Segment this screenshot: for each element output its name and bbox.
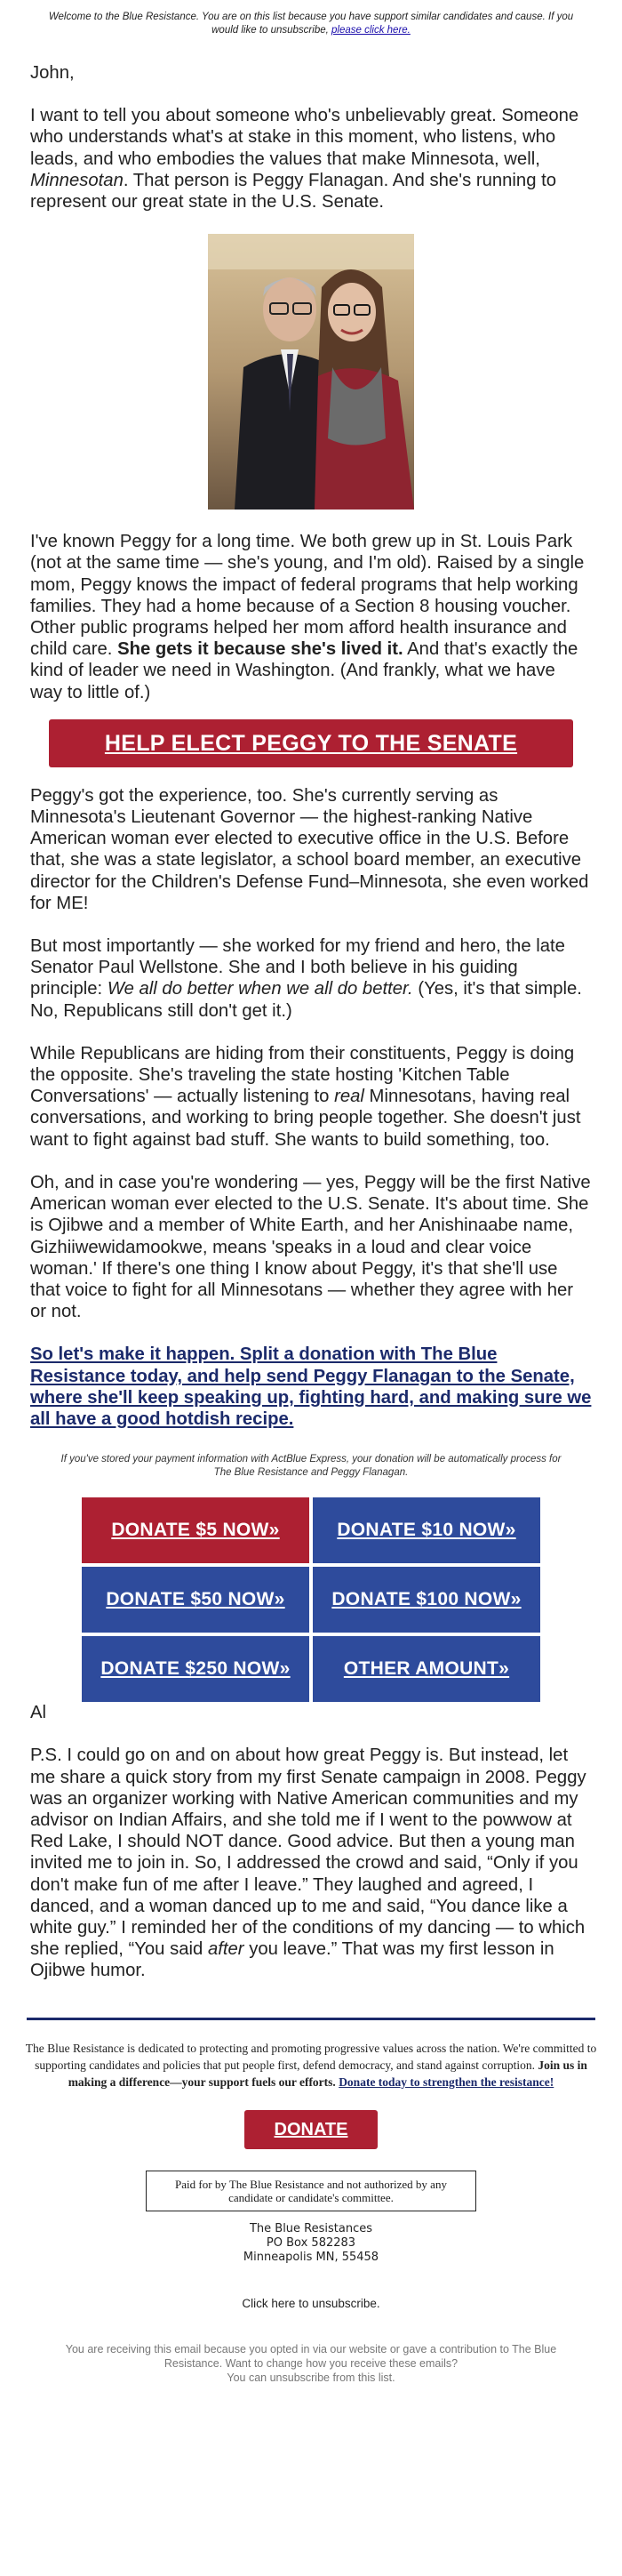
background-text-b: And that's exactly the kind of leader we need in Washington. (And frankly, what we have way to little of.) (30, 639, 578, 702)
letter-closing (0, 1702, 622, 1981)
footer-mission (0, 2020, 622, 2090)
paragraph-kitchen-table (30, 1043, 592, 1151)
mailing-address (0, 2222, 622, 2265)
preheader-text: Welcome to the Blue Resistance. You are on this list because you have support similar candidates and cause. If you would like to unsubscribe, (48, 12, 574, 36)
donate-100-button[interactable]: DONATE $100 NOW» (313, 1567, 540, 1633)
photo-illustration (208, 234, 414, 510)
donate-other-amount-button[interactable]: OTHER AMOUNT» (313, 1636, 540, 1702)
paragraph-experience: Peggy's got the experience, too. She's currently serving as Minnesota's Lieutenant Governor — the highest-ranking Native American woman ever elected to executive office in the U.S. Before that, she was a state legislator, a school board member, an executive director for the Children's Defense Fund–Minnesota, she even worked for ME! (30, 785, 589, 913)
preheader (0, 0, 622, 37)
footer-donate-link[interactable]: Donate today to strengthen the resistance! (339, 2074, 554, 2089)
legal-text: You are receiving this email because you opted in via our website or gave a contribution to The Blue Resistance. Want to change how you receive these emails? (65, 2342, 557, 2370)
paragraph-donate-link (30, 1344, 592, 1430)
donate-10-button[interactable]: DONATE $10 NOW» (313, 1497, 540, 1563)
kitchen-text-b: Minnesotans, having real conversations, and working to bring people together. She doesn't just want to fight against bad stuff. She wants to build something, too. (30, 1087, 581, 1150)
intro-text-b: . That person is Peggy Flanagan. And she's running to represent our great state in the U.S. Senate. (30, 170, 557, 213)
letter-body-2 (0, 785, 622, 1430)
donate-250-button[interactable]: DONATE $250 NOW» (82, 1636, 309, 1702)
intro-text-a: I want to tell you about someone who's unbelievably great. Someone who understands what's at stake in this moment, who listens, who leads, and who embodies the values that make Minnesota, well, (30, 106, 579, 169)
paragraph-intro (30, 105, 592, 213)
legal-unsubscribe-text[interactable]: You can unsubscribe from this list. (227, 2371, 395, 2384)
address-line: Minneapolis MN, 55458 (243, 2250, 379, 2264)
ps-text-b: you leave.” That was my first lesson in Ojibwe humor. (30, 1939, 554, 1981)
wellstone-emphasis: We all do better when we all do better. (107, 979, 413, 999)
footer-donate-button[interactable]: DONATE (244, 2110, 378, 2149)
letter-body (0, 62, 622, 703)
kitchen-text-a: While Republicans are hiding from their constituents, Peggy is doing the opposite. She's traveling the state hosting 'Kitchen Table Conversations' — actually listening to (30, 1043, 575, 1107)
paragraph-wellstone (30, 935, 592, 1022)
greeting: John, (30, 63, 75, 83)
address-line: The Blue Resistances (249, 2221, 373, 2235)
kitchen-emphasis: real (334, 1087, 364, 1107)
background-emphasis: She gets it because she's lived it. (117, 639, 403, 660)
unsubscribe-link[interactable]: Click here to unsubscribe. (242, 2296, 380, 2310)
paragraph-background (30, 531, 592, 703)
postscript (30, 1745, 592, 1981)
mission-text: The Blue Resistance is dedicated to protecting and promoting progressive values across the nation. We're committed to supporting candidates and policies that put people first, defend democracy, and stand against corruption. (25, 2041, 597, 2072)
candidate-photo (208, 234, 414, 510)
wellstone-text-b: (Yes, it's that simple. No, Republicans still don't get it.) (30, 979, 582, 1021)
mission-bold: Join us in making a difference—your support fuels our efforts. (68, 2058, 587, 2089)
unsubscribe-footer (0, 2297, 622, 2310)
unsubscribe-top-link[interactable]: please click here. (331, 25, 411, 36)
signature: Al (30, 1703, 47, 1723)
actblue-note: If you've stored your payment information with ActBlue Express, your donation will be automatically process for The Blue Resistance and Peggy Flanagan. (60, 1454, 562, 1479)
background-text-a: I've known Peggy for a long time. We both grew up in St. Louis Park (not at the same time — she's young, and I'm old). Raised by a single mom, Peggy knows the impact of federal programs that help working families. They had a home because of a Section 8 housing voucher. Other public programs helped her mom afford health insurance and child care. (30, 532, 585, 660)
donate-button-grid (82, 1497, 540, 1702)
donate-50-button[interactable]: DONATE $50 NOW» (82, 1567, 309, 1633)
address-line: PO Box 582283 (266, 2235, 356, 2250)
legal-notice (0, 2342, 622, 2385)
donate-5-button[interactable]: DONATE $5 NOW» (82, 1497, 309, 1563)
wellstone-text-a: But most importantly — she worked for my friend and hero, the late Senator Paul Wellstone. She and I both believe in his guiding principle: (30, 936, 565, 999)
ps-text-a: P.S. I could go on and on about how great Peggy is. But instead, let me share a quick story from my first Senate campaign in 2008. Peggy was an organizer working with Native American communities and my advisor on Indian Affairs, and she told me if I went to the powwow at Red Lake, I should NOT dance. Good advice. But then a young man invited me to join in. So, I addressed the crowd and said, “Only if you don't make fun of me after I leave.” They laughed and agreed, I danced, and a woman danced up to me and said, “You dance like a white guy.” I reminded her of the conditions of my dancing — to which she replied, “You said (30, 1745, 586, 1960)
split-donation-link[interactable]: So let's make it happen. Split a donation with The Blue Resistance today, and help send Peggy Flanagan to the Senate, where she'll keep speaking up, fighting hard, and making sure we all have a good hotdish recipe. (30, 1344, 592, 1429)
help-elect-peggy-button[interactable]: HELP ELECT PEGGY TO THE SENATE (49, 719, 573, 767)
photo-container (30, 234, 592, 510)
paragraph-first-native: Oh, and in case you're wondering — yes, Peggy will be the first Native American woman ever elected to the U.S. Senate. It's about time. She is Ojibwe and a member of White Earth, and her Anishinaabe name, Gizhiiwewidamookwe, means 'speaks in a loud and clear voice woman.' If there's one thing I know about Peggy, it's that she'll use that voice to fight for all Minnesotans — whether they agree with her or not. (30, 1172, 591, 1322)
paid-for-disclaimer: Paid for by The Blue Resistance and not authorized by any candidate or candidate's committee. (146, 2171, 476, 2211)
intro-emphasis: Minnesotan (30, 170, 124, 190)
ps-emphasis: after (207, 1939, 244, 1960)
